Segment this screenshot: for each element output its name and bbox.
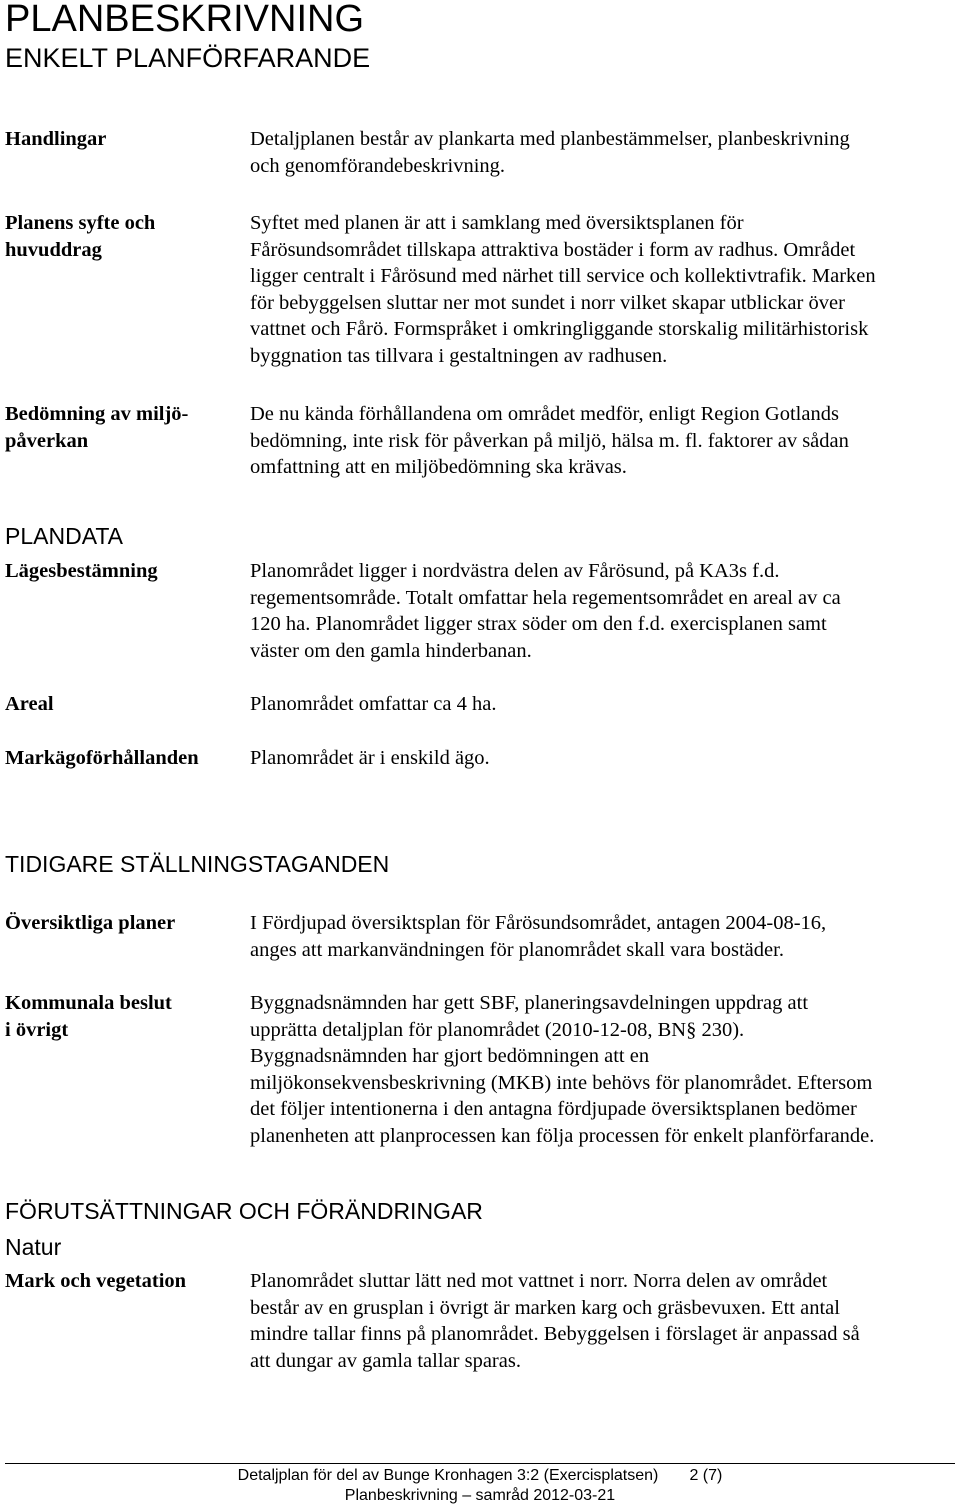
row-text-areal: Planområdet omfattar ca 4 ha. [250, 693, 497, 715]
footer-rule [5, 1463, 955, 1464]
row-text-syfte: Syftet med planen är att i samklang med översiktsplanen för Fårösundsområdet tillskapa attraktiva bostäder i form av radhus. Området ligger centralt i Fårösund med närhet till service och kollektivtrafik. Marken för bebyggelsen sluttar ner mot sundet i norr vilket skapar utblickar över vattnet och Fårö. Formspråket i omkringliggande storskalig militärhistorisk byggnation tas tillvara i gestaltningen av radhusen. [250, 212, 876, 367]
row-text-oversiktliga-planer: I Fördjupad översiktsplan för Fårösundsområdet, antagen 2004-08-16, anges att markanvändningen för planområdet skall vara bostäder. [250, 912, 827, 961]
page-title: PLANBESKRIVNING [5, 0, 364, 40]
footer-document-title: Detaljplan för del av Bunge Kronhagen 3:2 (Exercisplatsen) 2 (7) [237, 1467, 723, 1484]
section-heading-plandata: PLANDATA [5, 523, 124, 549]
row-label-areal: Areal [5, 693, 54, 715]
row-label-handlingar: Handlingar [5, 128, 107, 150]
section-heading-tidigare: TIDIGARE STÄLLNINGSTAGANDEN [5, 851, 390, 877]
row-label-miljopaverkan: Bedömning av miljö- påverkan [5, 403, 189, 452]
row-text-kommunala-beslut: Byggnadsnämnden har gett SBF, planeringsavdelningen uppdrag att upprätta detaljplan för planområdet (2010-12-08, BN§ 230). Byggnadsnämnden har gjort bedömningen att en miljökonsekvensbeskrivning (MKB) inte behövs för planområdet. Eftersom det följer intentionerna i den antagna fördjupade översiktsplanen bedömer planenheten att planprocessen kan följa processen för enkelt planförfarande. [250, 992, 875, 1147]
section-heading-forutsattningar: FÖRUTSÄTTNINGAR OCH FÖRÄNDRINGAR [5, 1198, 483, 1224]
subsection-heading-natur: Natur [5, 1234, 62, 1260]
row-label-lagesbestamning: Lägesbestämning [5, 560, 158, 582]
row-label-markagoforhallanden: Markägoförhållanden [5, 747, 199, 769]
page-subtitle: ENKELT PLANFÖRFARANDE [5, 43, 371, 73]
row-text-markagoforhallanden: Planområdet är i enskild ägo. [250, 747, 490, 769]
row-label-mark-och-vegetation: Mark och vegetation [5, 1270, 187, 1292]
row-label-oversiktliga-planer: Översiktliga planer [5, 912, 176, 934]
footer-document-subtitle: Planbeskrivning – samråd 2012-03-21 [344, 1487, 616, 1504]
row-label-syfte: Planens syfte och huvuddrag [5, 212, 156, 261]
row-label-kommunala-beslut: Kommunala beslut i övrigt [5, 992, 172, 1041]
row-text-miljopaverkan: De nu kända förhållandena om området medför, enligt Region Gotlands bedömning, inte risk för påverkan på miljö, hälsa m. fl. faktorer av sådan omfattning att en miljöbedömning ska krävas. [250, 403, 849, 478]
row-text-mark-och-vegetation: Planområdet sluttar lätt ned mot vattnet i norr. Norra delen av området består av en grusplan i övrigt är marken karg och gräsbevuxen. Ett antal mindre tallar finns på planområdet. Bebyggelsen i förslaget är anpassad så att dungar av gamla tallar sparas. [250, 1270, 860, 1372]
row-text-handlingar: Detaljplanen består av plankarta med planbestämmelser, planbeskrivning och genomförandebeskrivning. [250, 128, 850, 177]
row-text-lagesbestamning: Planområdet ligger i nordvästra delen av Fårösund, på KA3s f.d. regementsområde. Totalt omfattar hela regementsområdet en areal av ca 120 ha. Planområdet ligger strax söder om den f.d. exercisplanen samt väster om den gamla hinderbanan. [250, 560, 841, 662]
